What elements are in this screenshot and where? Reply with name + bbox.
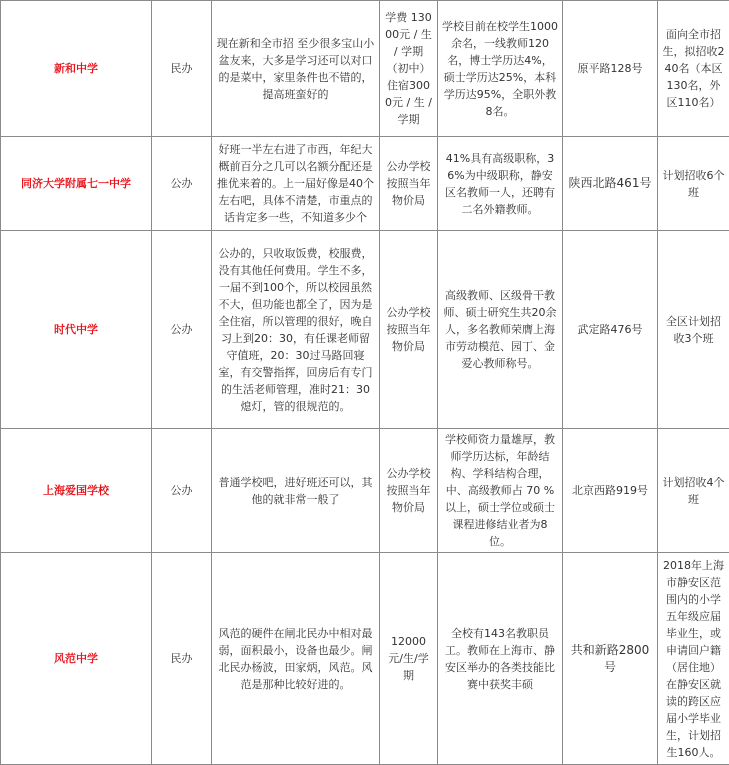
school-comment: 风范的硬件在闸北民办中相对最弱，面积最小，设备也最少。闸北民办杨波，田家炳，风范。风范是那种比较好进的。	[212, 553, 380, 765]
school-enrollment: 计划招收6个班	[658, 137, 729, 231]
school-enrollment: 计划招收4个班	[658, 429, 729, 553]
school-address: 共和新路2800号	[563, 553, 658, 765]
school-address: 陕西北路461号	[563, 137, 658, 231]
school-fee: 12000元/生/学期	[380, 553, 438, 765]
school-enrollment: 面向全市招生，拟招收240名（本区130名，外区110名）	[658, 1, 729, 137]
school-name: 新和中学	[1, 1, 152, 137]
table-row	[1, 231, 729, 429]
school-faculty: 学校目前在校学生1000余名，一线教师120名，博士学历达4%，硕士学历达25%，本科学历达95%，全职外教8名。	[438, 1, 563, 137]
school-enrollment: 全区计划招收3个班	[658, 231, 729, 429]
table-row	[1, 1, 729, 137]
school-comment: 现在新和全市招 至少很多宝山小盆友来，大多是学习还可以对口的是菜中，家里条件也不错的，提高班蛮好的	[212, 1, 380, 137]
school-address: 北京西路919号	[563, 429, 658, 553]
table-row	[1, 553, 729, 765]
school-address: 原平路128号	[563, 1, 658, 137]
school-fee: 公办学校按照当年物价局	[380, 137, 438, 231]
table-row	[1, 429, 729, 553]
school-enrollment: 2018年上海市静安区范围内的小学五年级应届毕业生，或申请回户籍（居住地）在静安区就读的跨区应届小学毕业生，计划招生160人。	[658, 553, 729, 765]
school-address: 武定路476号	[563, 231, 658, 429]
school-fee: 公办学校按照当年物价局	[380, 231, 438, 429]
school-name: 风范中学	[1, 553, 152, 765]
school-type: 民办	[152, 553, 212, 765]
school-name: 时代中学	[1, 231, 152, 429]
school-comment: 好班一半左右进了市西，年纪大概前百分之几可以名额分配还是推优来着的。上一届好像是40个左右吧，具体不清楚，市重点的话肯定多一些，不知道多少个	[212, 137, 380, 231]
school-fee: 公办学校按照当年物价局	[380, 429, 438, 553]
school-comment: 普通学校吧，进好班还可以，其他的就非常一般了	[212, 429, 380, 553]
school-comment: 公办的，只收取饭费，校服费，没有其他任何费用。学生不多，一届不到100个，所以校园虽然不大，但功能也都全了，因为是全住宿，所以管理的很好，晚自习上到20：30，有任课老师留守值班，20：30过马路回寝室，有交警指挥，回房后有专门的生活老师管理，准时21：30熄灯，管的很规范的。	[212, 231, 380, 429]
school-faculty: 学校师资力量雄厚，教师学历达标，年龄结构、学科结构合理，中、高级教师占 70 %以上，硕士学位或硕士课程进修结业者为8位。	[438, 429, 563, 553]
table-row	[1, 137, 729, 231]
school-type: 民办	[152, 1, 212, 137]
school-type: 公办	[152, 231, 212, 429]
school-type: 公办	[152, 137, 212, 231]
school-faculty: 41%具有高级职称，36%为中级职称，静安区名教师一人，还聘有二名外籍教师。	[438, 137, 563, 231]
school-faculty: 高级教师、区级骨干教师、硕士研究生共20余人，多名教师荣膺上海市劳动模范、园丁、金爱心教师称号。	[438, 231, 563, 429]
school-type: 公办	[152, 429, 212, 553]
school-name: 上海爱国学校	[1, 429, 152, 553]
school-faculty: 全校有143名教职员工。教师在上海市、静安区举办的各类技能比赛中获奖丰硕	[438, 553, 563, 765]
school-name: 同济大学附属七一中学	[1, 137, 152, 231]
school-fee: 学费 13000元 / 生 / 学期（初中） 住宿3000元 / 生 / 学期	[380, 1, 438, 137]
